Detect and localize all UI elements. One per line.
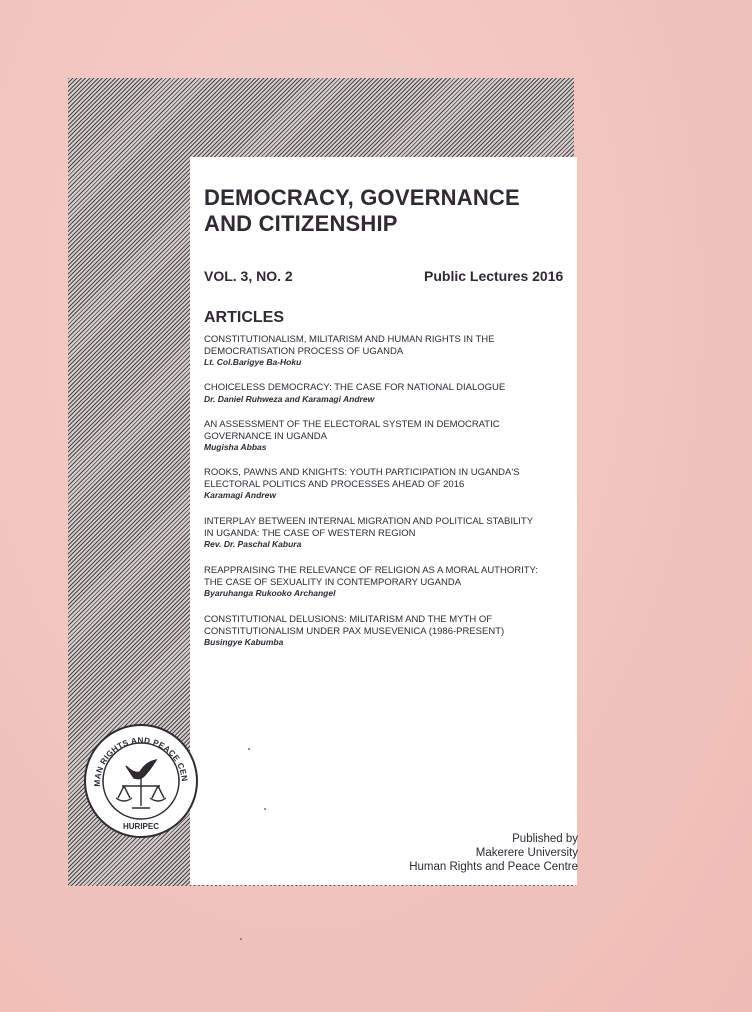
article-title-line: AN ASSESSMENT OF THE ELECTORAL SYSTEM IN DEMOCRATIC bbox=[204, 419, 500, 430]
publisher-block bbox=[360, 832, 578, 874]
article-title-line: ELECTORAL POLITICS AND PROCESSES AHEAD OF 2016 bbox=[204, 478, 465, 490]
article-title-line: THE CASE OF SEXUALITY IN CONTEMPORARY UGANDA bbox=[204, 576, 462, 588]
volume-number: VOL. 3, NO. 2 bbox=[204, 268, 293, 284]
print-speck bbox=[264, 808, 266, 810]
article-entry bbox=[204, 467, 574, 500]
print-speck bbox=[248, 748, 250, 750]
title-line: AND CITIZENSHIP bbox=[204, 211, 398, 236]
article-title-line: INTERPLAY BETWEEN INTERNAL MIGRATION AND POLITICAL STABILITY bbox=[204, 516, 534, 527]
article-author: Mugisha Abbas bbox=[204, 442, 267, 452]
series-label: Public Lectures 2016 bbox=[424, 268, 564, 284]
publisher-line: Human Rights and Peace Centre bbox=[409, 861, 578, 873]
publisher-line: Makerere University bbox=[475, 847, 578, 859]
article-entry bbox=[204, 565, 574, 598]
article-title-line: CONSTITUTIONALISM UNDER PAX MUSEVENICA (1986-PRESENT) bbox=[204, 625, 505, 637]
journal-title bbox=[204, 185, 564, 237]
article-entry bbox=[204, 419, 574, 452]
article-title-line: DEMOCRATISATION PROCESS OF UGANDA bbox=[204, 345, 404, 357]
seal-bottom-text: HURIPEC bbox=[122, 822, 160, 831]
article-title-line: CHOICELESS DEMOCRACY: THE CASE FOR NATIONAL DIALOGUE bbox=[204, 382, 506, 393]
article-title-line: CONSTITUTIONAL DELUSIONS: MILITARISM AND THE MYTH OF bbox=[204, 614, 493, 625]
article-author: Karamagi Andrew bbox=[204, 490, 276, 500]
article-author: Byaruhanga Rukooko Archangel bbox=[204, 588, 336, 598]
article-author: Busingye Kabumba bbox=[204, 637, 284, 647]
article-author: Lt. Col.Barigye Ba-Hoku bbox=[204, 357, 302, 367]
article-title-line: ROOKS, PAWNS AND KNIGHTS: YOUTH PARTICIPATION IN UGANDA'S bbox=[204, 467, 520, 478]
articles-heading: ARTICLES bbox=[204, 309, 284, 326]
article-entry bbox=[204, 516, 574, 549]
article-title-line: GOVERNANCE IN UGANDA bbox=[204, 430, 327, 442]
article-title-line: IN UGANDA: THE CASE OF WESTERN REGION bbox=[204, 527, 416, 539]
title-line: DEMOCRACY, GOVERNANCE bbox=[204, 185, 520, 210]
huripec-seal bbox=[82, 722, 200, 840]
article-author: Rev. Dr. Paschal Kabura bbox=[204, 539, 302, 549]
print-speck bbox=[240, 938, 242, 940]
article-entry bbox=[204, 334, 574, 367]
article-entry bbox=[204, 614, 574, 647]
article-title-line: REAPPRAISING THE RELEVANCE OF RELIGION AS A MORAL AUTHORITY: bbox=[204, 565, 538, 576]
article-title-line: CONSTITUTIONALISM, MILITARISM AND HUMAN RIGHTS IN THE bbox=[204, 334, 495, 345]
seal-ring-text: MAN RIGHTS AND PEACE CEN bbox=[92, 735, 189, 787]
article-entry bbox=[204, 382, 574, 404]
article-author: Dr. Daniel Ruhweza and Karamagi Andrew bbox=[204, 393, 375, 404]
seal-graphic bbox=[82, 722, 200, 840]
publisher-line: Published by bbox=[512, 833, 578, 845]
